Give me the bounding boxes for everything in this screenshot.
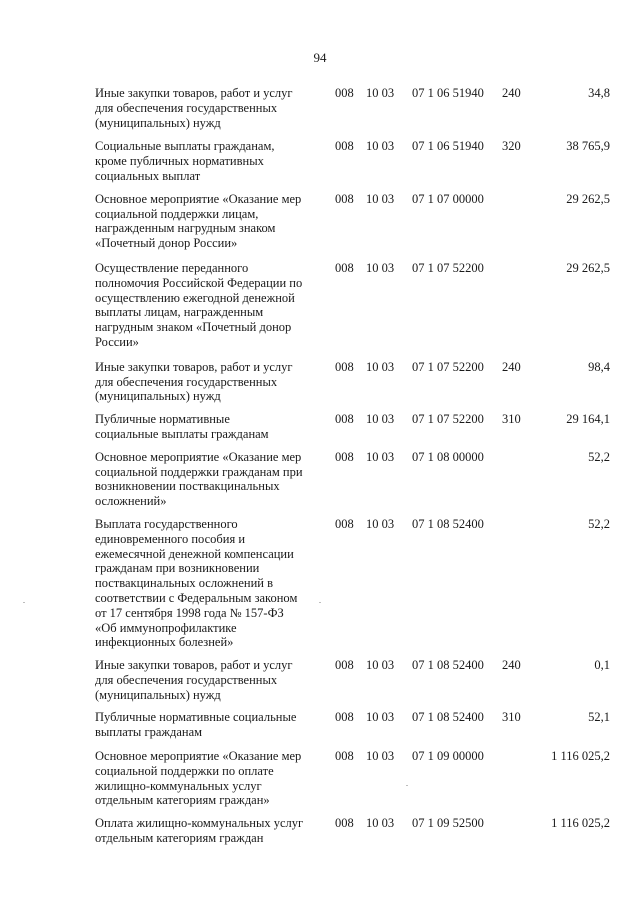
section-code: 10 03 bbox=[366, 516, 395, 531]
table-row bbox=[95, 450, 610, 509]
amount: 0,1 bbox=[594, 658, 610, 673]
ministry-code: 008 bbox=[335, 449, 354, 464]
ministry-code: 008 bbox=[335, 260, 354, 275]
table-row bbox=[95, 86, 610, 130]
table-row bbox=[95, 139, 610, 183]
expense-type-code: 240 bbox=[502, 658, 521, 673]
expense-type-code: 310 bbox=[502, 710, 521, 725]
section-code: 10 03 bbox=[366, 710, 395, 725]
section-code: 10 03 bbox=[366, 816, 395, 831]
ministry-code: 008 bbox=[335, 710, 354, 725]
table-row bbox=[95, 517, 610, 650]
amount: 34,8 bbox=[588, 86, 610, 100]
row-name: Социальные выплаты гражданам, кроме публичных нормативных социальных выплат bbox=[95, 139, 275, 183]
ministry-code: 008 bbox=[335, 191, 354, 206]
table-row bbox=[95, 710, 610, 740]
row-name: Осуществление переданного полномочия Российской Федерации по осуществлению ежегодной денежной выплаты лицам, награжденным нагрудным знаком «Почетный донор России» bbox=[95, 260, 303, 349]
target-article-code: 07 1 08 52400 bbox=[412, 516, 484, 531]
amount: 1 116 025,2 bbox=[551, 749, 610, 764]
amount: 38 765,9 bbox=[566, 139, 610, 154]
amount: 52,1 bbox=[588, 710, 610, 725]
row-name: Основное мероприятие «Оказание мер социальной поддержки лицам, награжденным нагрудным знаком «Почетный донор России» bbox=[95, 191, 302, 251]
section-code: 10 03 bbox=[366, 139, 395, 154]
section-code: 10 03 bbox=[366, 359, 395, 374]
amount: 1 116 025,2 bbox=[551, 816, 610, 831]
ministry-code: 008 bbox=[335, 516, 354, 531]
target-article-code: 07 1 09 52500 bbox=[412, 816, 484, 831]
ministry-code: 008 bbox=[335, 749, 354, 764]
ministry-code: 008 bbox=[335, 139, 354, 154]
section-code: 10 03 bbox=[366, 449, 395, 464]
row-name: Иные закупки товаров, работ и услуг для обеспечения государственных (муниципальных) нужд bbox=[95, 86, 293, 130]
table-row bbox=[95, 658, 610, 702]
ministry-code: 008 bbox=[335, 816, 354, 831]
amount: 52,2 bbox=[588, 449, 610, 464]
section-code: 10 03 bbox=[366, 658, 395, 673]
row-name: Выплата государственного единовременного пособия и ежемесячной денежной компенсации гражданам при возникновении поствакцинальных осложнений в соответствии с Федеральным законом от 17 сентября 1998 года № 157-ФЗ «Об иммунопрофилактике инфекционных болезней» bbox=[95, 516, 298, 650]
target-article-code: 07 1 07 52200 bbox=[412, 260, 484, 275]
ministry-code: 008 bbox=[335, 359, 354, 374]
scan-speck bbox=[319, 602, 321, 603]
target-article-code: 07 1 07 52200 bbox=[412, 359, 484, 374]
row-name: Иные закупки товаров, работ и услуг для обеспечения государственных (муниципальных) нужд bbox=[95, 359, 293, 404]
target-article-code: 07 1 07 52200 bbox=[412, 412, 484, 427]
row-name: Основное мероприятие «Оказание мер социальной поддержки гражданам при возникновении поствакцинальных осложнений» bbox=[95, 449, 303, 509]
target-article-code: 07 1 07 00000 bbox=[412, 191, 484, 206]
row-name: Иные закупки товаров, работ и услуг для обеспечения государственных (муниципальных) нужд bbox=[95, 658, 293, 702]
scan-speck bbox=[23, 602, 25, 603]
expense-type-code: 240 bbox=[502, 359, 521, 374]
row-name: Публичные нормативные социальные выплаты гражданам bbox=[95, 710, 297, 740]
target-article-code: 07 1 08 52400 bbox=[412, 658, 484, 673]
expense-type-code: 310 bbox=[502, 412, 521, 427]
table-row bbox=[95, 816, 610, 846]
ministry-code: 008 bbox=[335, 412, 354, 427]
amount: 98,4 bbox=[588, 359, 610, 374]
target-article-code: 07 1 09 00000 bbox=[412, 749, 484, 764]
section-code: 10 03 bbox=[366, 191, 395, 206]
budget-table bbox=[95, 86, 610, 846]
target-article-code: 07 1 06 51940 bbox=[412, 139, 484, 154]
section-code: 10 03 bbox=[366, 749, 395, 764]
target-article-code: 07 1 08 00000 bbox=[412, 449, 484, 464]
section-code: 10 03 bbox=[366, 86, 395, 100]
table-row bbox=[95, 749, 610, 808]
scan-speck bbox=[406, 785, 408, 786]
expense-type-code: 240 bbox=[502, 86, 521, 100]
table-row bbox=[95, 261, 610, 350]
row-name: Оплата жилищно-коммунальных услуг отдельным категориям граждан bbox=[95, 816, 304, 846]
amount: 52,2 bbox=[588, 516, 610, 531]
expense-type-code: 320 bbox=[502, 139, 521, 154]
table-row bbox=[95, 412, 610, 442]
amount: 29 262,5 bbox=[566, 260, 610, 275]
amount: 29 164,1 bbox=[566, 412, 610, 427]
section-code: 10 03 bbox=[366, 412, 395, 427]
table-row bbox=[95, 192, 610, 251]
row-name: Основное мероприятие «Оказание мер социальной поддержки по оплате жилищно-коммунальных услуг отдельным категориям граждан» bbox=[95, 749, 302, 808]
target-article-code: 07 1 08 52400 bbox=[412, 710, 484, 725]
page-number: 94 bbox=[313, 50, 327, 65]
amount: 29 262,5 bbox=[566, 191, 610, 206]
section-code: 10 03 bbox=[366, 260, 395, 275]
ministry-code: 008 bbox=[335, 86, 354, 100]
table-row bbox=[95, 360, 610, 404]
ministry-code: 008 bbox=[335, 658, 354, 673]
target-article-code: 07 1 06 51940 bbox=[412, 86, 484, 100]
row-name: Публичные нормативные социальные выплаты гражданам bbox=[95, 412, 269, 441]
